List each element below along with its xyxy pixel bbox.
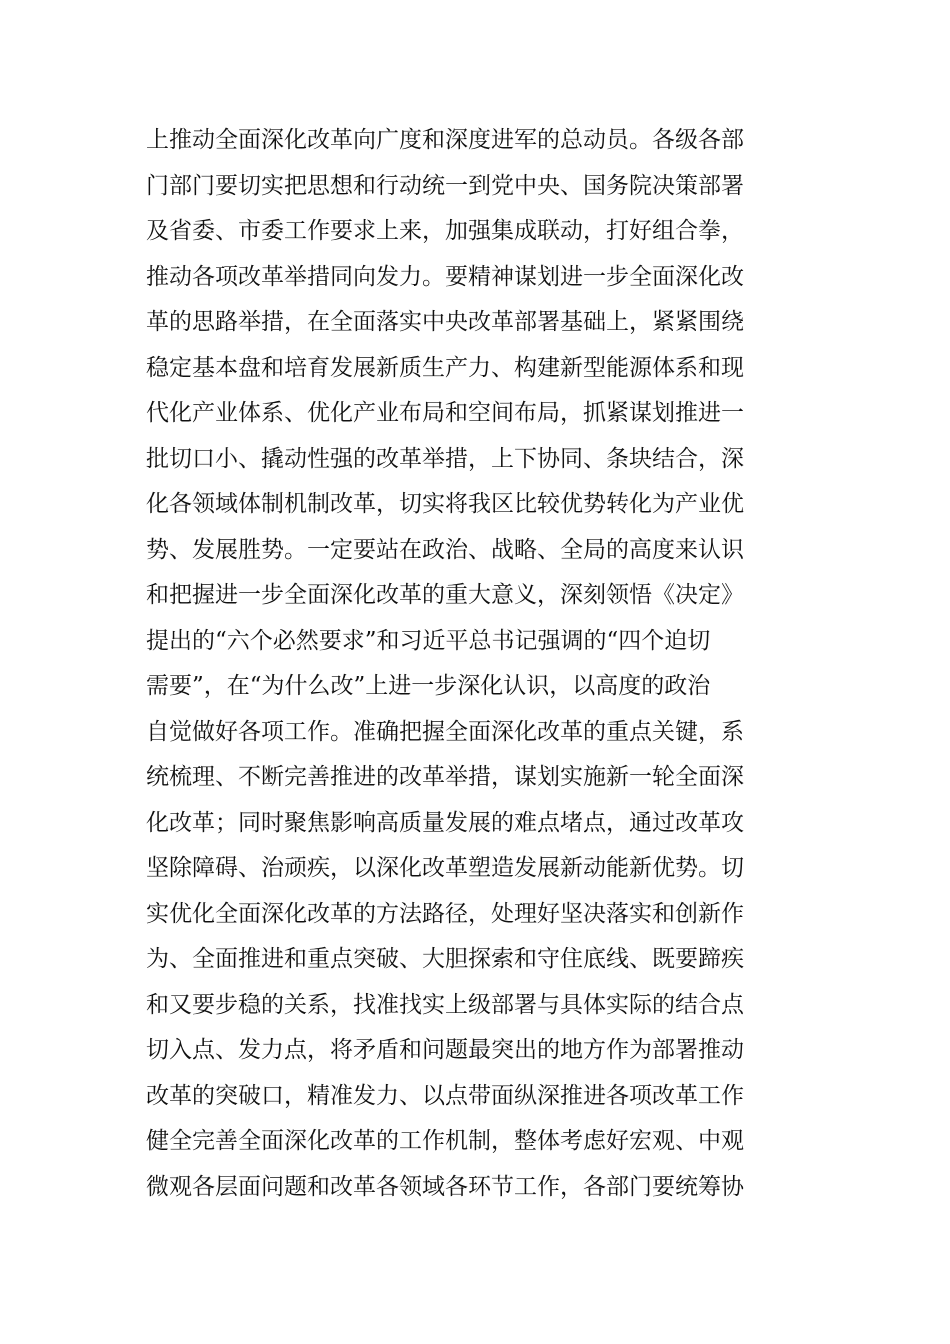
text-line: 稳定基本盘和培育发展新质生产力、构建新型能源体系和现 <box>146 354 744 381</box>
text-line: 代化产业体系、优化产业布局和空间布局，抓紧谋划推进一 <box>146 400 744 426</box>
text-line: 上推动全面深化改革向广度和深度进军的总动员。各级各部 <box>146 127 744 153</box>
text-line: 提出的“六个必然要求”和习近平总书记强调的“四个迫切 <box>146 627 711 654</box>
text-line: 及省委、市委工作要求上来，加强集成联动，打好组合拳， <box>146 218 744 244</box>
text-line: 推动各项改革举措同向发力。要精神谋划进一步全面深化改 <box>146 263 744 290</box>
text-line: 化各领域体制机制改革，切实将我区比较优势转化为产业优 <box>146 491 744 517</box>
text-line: 微观各层面问题和改革各领域各环节工作，各部门要统筹协 <box>146 1173 744 1200</box>
text-line: 改革的突破口，精准发力、以点带面纵深推进各项改革工作 <box>146 1082 744 1109</box>
text-line: 切入点、发力点，将矛盾和问题最突出的地方作为部署推动 <box>146 1037 744 1063</box>
text-line: 自觉做好各项工作。准确把握全面深化改革的重点关键，系 <box>146 718 744 745</box>
text-line: 需要”，在“为什么改”上进一步深化认识，以高度的政治 <box>146 673 711 699</box>
text-line: 统梳理、不断完善推进的改革举措，谋划实施新一轮全面深 <box>146 764 744 790</box>
text-line: 坚除障碍、治顽疾，以深化改革塑造发展新动能新优势。切 <box>146 855 744 881</box>
body-paragraph <box>146 118 816 1210</box>
text-line: 势、发展胜势。一定要站在政治、战略、全局的高度来认识 <box>146 536 744 563</box>
text-line: 为、全面推进和重点突破、大胆探索和守住底线、既要蹄疾 <box>146 946 744 972</box>
text-line: 实优化全面深化改革的方法路径，处理好坚决落实和创新作 <box>146 900 744 927</box>
text-line: 革的思路举措，在全面落实中央改革部署基础上，紧紧围绕 <box>146 309 744 335</box>
text-line: 和把握进一步全面深化改革的重大意义，深刻领悟《决定》 <box>146 582 744 608</box>
text-line: 批切口小、撬动性强的改革举措，上下协同、条块结合，深 <box>146 445 744 472</box>
text-line: 化改革；同时聚焦影响高质量发展的难点堵点，通过改革攻 <box>146 809 744 836</box>
text-line: 和又要步稳的关系，找准找实上级部署与具体实际的结合点 <box>146 991 744 1018</box>
text-line: 门部门要切实把思想和行动统一到党中央、国务院决策部署 <box>146 172 744 199</box>
text-line: 健全完善全面深化改革的工作机制，整体考虑好宏观、中观 <box>146 1128 744 1154</box>
